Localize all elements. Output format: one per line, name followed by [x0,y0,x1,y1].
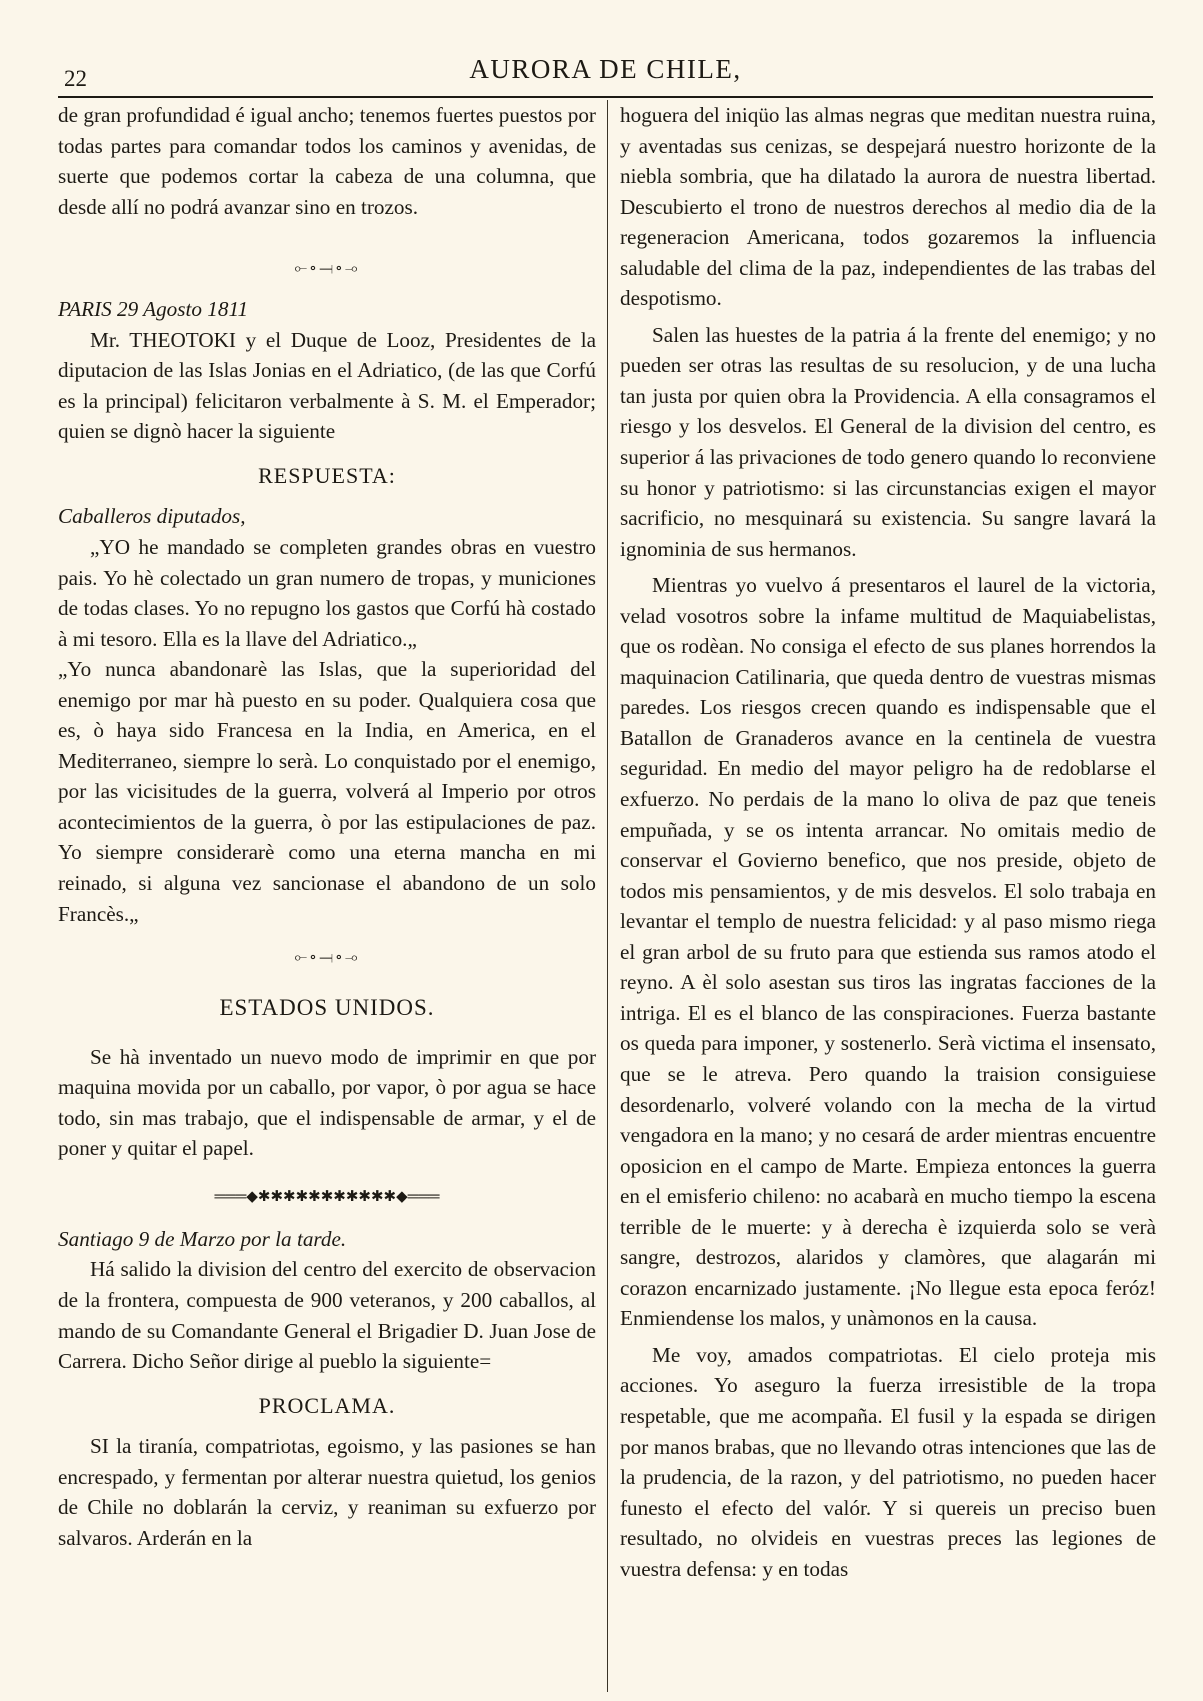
header-rule [58,96,1153,98]
left-column [58,100,596,1553]
quote-paragraph: „YO he mandado se completen grandes obras en vuestro pais. Yo hè colectado un gran numero de tropas, y municiones de todas clases. Yo no repugno los gastos que Corfú hà costado à mi tesoro. Ella es la llave del Adriatico.„ [58,535,596,651]
dateline-santiago: Santiago 9 de Marzo por la tarde. [58,1226,347,1251]
article-paragraph: Há salido la division del centro del exercito de observacion de la frontera, compuesta de 900 veteranos, y 200 caballos, al mando de su Comandante General el Brigadier D. Juan Jose de Carrera. Dicho Señor dirige al pueblo la siguiente= [58,1257,596,1374]
ornament-divider: ⟜∘⟞∘⊸ [294,260,360,278]
masthead-title: AURORA DE CHILE, [469,54,742,84]
column-divider [607,100,608,1692]
right-column [620,100,1156,1584]
proclamation-paragraph: Me voy, amados compatriotas. El cielo proteja mis acciones. Yo aseguro la fuerza irresistible de la tropa respetable, que me acompaña. El fusil y la espada se dirigen por manos brabas, que no llevando otras intenciones que las de la prudencia, de la razon, y del patriotismo, no pueden hacer funesto el efecto del valór. Y si quereis un preciso buen resultado, no olvideis en vuestras preces las legiones de vuestra defensa: y en todas [620,1342,1156,1581]
proclamation-paragraph: Salen las huestes de la patria á la frente del enemigo; y no pueden ser otras las resultas de su resolucion, y de una lucha tan justa por quien obra la Providencia. A ella consagramos el riesgo y los desvelos. El General de la division del centro, es superior á las privaciones de todo genero quando lo reconviene su honor y patriotismo: si las circunstancias exigen el mayor sacrificio, no mesquinará su existencia. Su sangre lavará la ignominia de sus hermanos. [620,322,1156,561]
quote-paragraph: „Yo nunca abandonarè las Islas, que la superioridad del enemigo por mar hà puesto en su poder. Qualquiera cosa que es, ò haya sido Francesa en la India, en America, en el Mediterraneo, siempre lo serà. Lo conquistado por el enemigo, por las vicisitudes de la guerra, volverá al Imperio por otros acontecimientos de la guerra, ò por las estipulaciones de paz. Yo siempre considerarè como una eterna mancha en mi reinado, si alguna vez sancionase el abandono de un solo Francès.„ [58,657,596,926]
proclamation-paragraph: Mientras yo vuelvo á presentaros el laurel de la victoria, velad vosotros sobre la infame multitud de Maquiabelistas, que os rodèan. No consiga el efecto de sus planes horrendos la maquinacion Catilinaria, que queda dentro de vuestras mismas paredes. Los riesgos crecen quando es indispensable que el Batallon de Granaderos avance en la centinela de vuestra seguridad. En medio del mayor peligro ha de redoblarse el exfuerzo. No perdais de la mano lo oliva de paz que teneis empuñada, y se os intenta arrancar. No omitais medio de conservar el Govierno benefico, que nos preside, objeto de todos mis pensamientos, y de mis desvelos. El solo trabaja en levantar el templo de nuestra felicidad: y al paso mismo riega el gran arbol de su fruto para que estienda sus ramos atodo el reyno. A èl solo asestan sus tiros las ingratas facciones de la intriga. El es el blanco de las conspiraciones. Fuerza bastante os queda para imponer, y sostenerlo. Serà victima el insensato, que se le atreva. Pero quando la traision consiguiese desordenarlo, volveré volando con la mecha de la virtud vengadora en la mano; y no cesará de arder mientras encuentre oposicion en el campo de Marte. Empieza entonces la guerra en el emisferio chileno: no acabarà en mucho tiempo la escena terrible de le muerte: y à derecha è izquierda solo se verà sangre, destrozos, alaridos y clamòres, que alagarán mi corazon encarnizado justamente. ¡No llegue esta epoca feróz! Enmiendense los malos, y unàmonos en la causa. [620,573,1156,1331]
proclamation-paragraph: SI la tiranía, compatriotas, egoismo, y las pasiones se han encrespado, y fermentan por alterar nuestra quietud, los genios de Chile no doblarán la cerviz, y reaniman su exfuerzo por salvaros. Arderán en la [58,1434,596,1550]
proclamation-paragraph: hoguera del iniqüo las almas negras que meditan nuestra ruina, y aventadas sus cenizas, se despejará nuestro horizonte de la niebla sombria, que ha dilatado la aurora de nuestra libertad. Descubierto el trono de nuestros derechos al medio dia de la regeneracion Americana, todos gozaremos la influencia saludable del clima de la paz, independientes de las trabas del despotismo. [620,103,1156,311]
dateline-paris [58,294,596,325]
ornament-divider: ⟜∘⟞∘⊸ [294,949,360,967]
article-paragraph: Se hà inventado un nuevo modo de imprimir en que por maquina movida por un caballo, por vapor, ò por agua se hace todo, sin mas trabajo, que el indispensable de armar, y el de poner y quitar el papel. [58,1044,596,1161]
section-heading-proclama: PROCLAMA. [258,1392,396,1418]
page-header [58,52,1153,92]
ornament-divider-wide: ═══◆✱✱✱✱✱✱✱✱✱✱✱◆═══ [214,1188,440,1205]
salutation: Caballeros diputados, [58,504,246,529]
article-paragraph: de gran profundidad é igual ancho; tenemos fuertes puestos por todas partes para comandar todos los caminos y avenidas, de suerte que podemos cortar la cabeza de una columna, que desde allí no podrá avanzar sino en trozos. [58,103,596,219]
article-paragraph: Mr. THEOTOKI y el Duque de Looz, Presidentes de la diputacion de las Islas Jonias en el Adriatico, (de las que Corfú es la principal) felicitaron verbalmente à S. M. el Emperador; quien se dignò hacer la siguiente [58,327,596,444]
section-heading-estados-unidos: ESTADOS UNIDOS. [219,995,435,1021]
section-heading-respuesta: RESPUESTA: [258,462,396,488]
page-number: 22 [64,66,87,91]
dateline-city: PARIS [58,297,112,322]
dateline-date: 29 Agosto 1811 [117,297,249,322]
